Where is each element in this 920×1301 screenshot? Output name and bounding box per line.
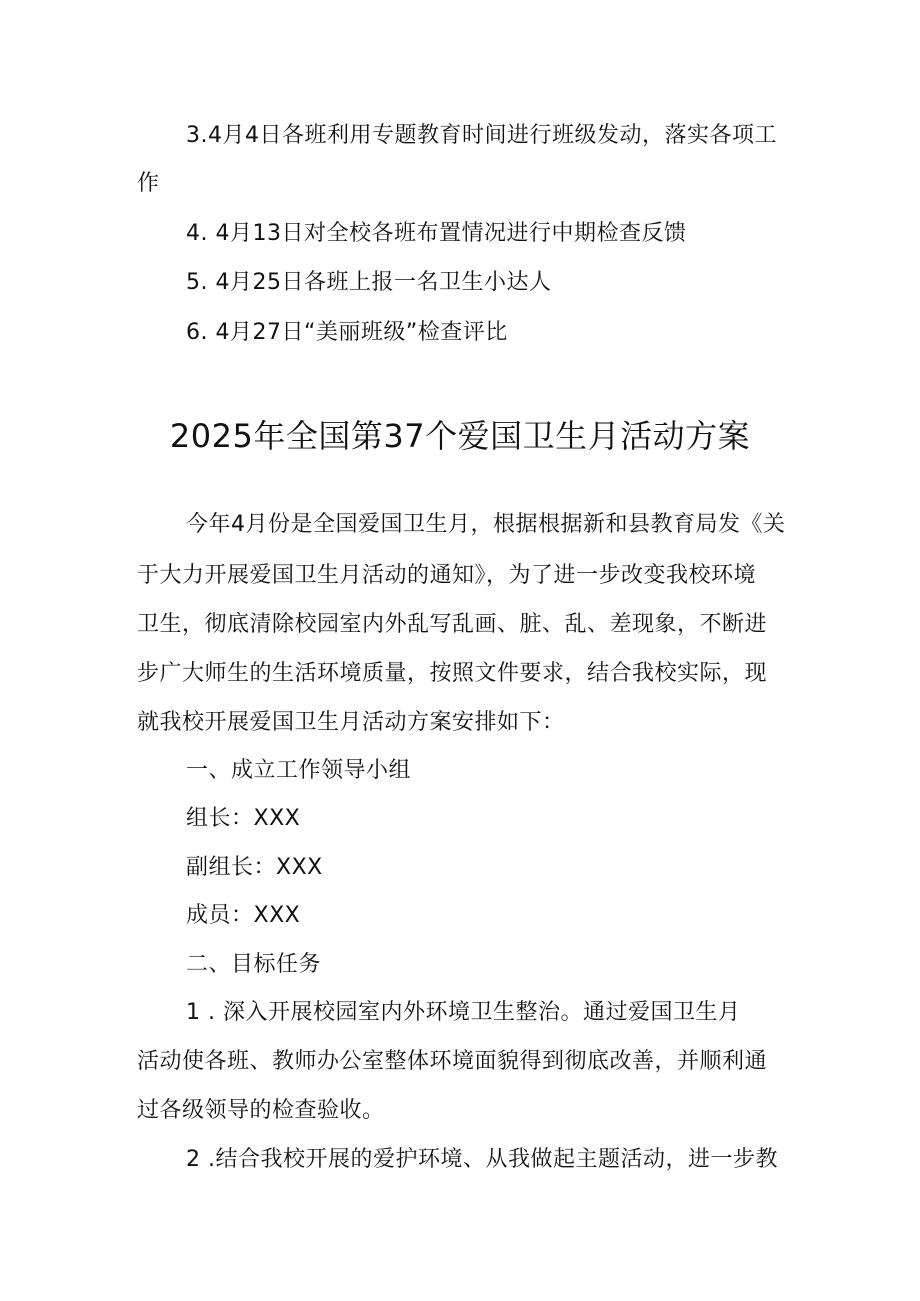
task-2-line-1: 2 .结合我校开展的爱护环境、从我做起主题活动，进一步教 (186, 1147, 778, 1172)
list-item-5: 5. 4月25日各班上报一名卫生小达人 (186, 270, 552, 295)
group-vice-leader: 副组长：XXX (186, 855, 323, 880)
list-item-4: 4. 4月13日对全校各班布置情况进行中期检查反馈 (186, 221, 687, 246)
intro-line-3: 卫生，彻底清除校园室内外乱写乱画、脏、乱、差现象，不断进 (137, 612, 768, 637)
list-item-3-continuation: 作 (137, 171, 160, 196)
group-members: 成员：XXX (186, 903, 301, 928)
task-1-line-1: 1 . 深入开展校园室内外环境卫生整治。通过爱国卫生月 (186, 1000, 741, 1025)
intro-line-5: 就我校开展爱国卫生月活动方案安排如下： (137, 710, 565, 735)
list-item-3: 3.4月4日各班利用专题教育时间进行班级发动，落实各项工 (186, 123, 777, 148)
group-leader: 组长：XXX (186, 806, 301, 831)
document-title: 2025年全国第37个爱国卫生月活动方案 (169, 417, 751, 455)
section-heading-1: 一、成立工作领导小组 (186, 758, 412, 783)
task-1-line-2: 活动使各班、教师办公室整体环境面貌得到彻底改善，并顺利通 (137, 1049, 768, 1074)
list-item-6: 6. 4月27日“美丽班级”检查评比 (186, 320, 508, 345)
task-1-line-3: 过各级领导的检查验收。 (137, 1098, 385, 1123)
intro-line-4: 步广大师生的生活环境质量，按照文件要求，结合我校实际，现 (137, 661, 768, 686)
section-heading-2: 二、目标任务 (186, 952, 322, 977)
intro-line-1: 今年4月份是全国爱国卫生月，根据根据新和县教育局发《关 (186, 512, 786, 537)
intro-line-2: 于大力开展爱国卫生月活动的通知》，为了进一步改变我校环境 (137, 563, 757, 588)
